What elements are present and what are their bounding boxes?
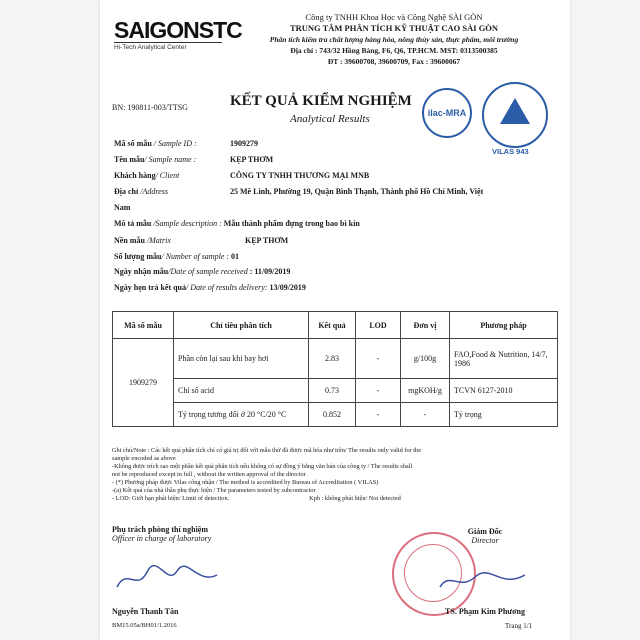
label-en: /Address: [138, 187, 168, 196]
col-header: LOD: [356, 312, 401, 339]
label-vn: Mô tả mẫu: [114, 219, 152, 228]
label-vn: Số lượng mẫu: [114, 252, 162, 261]
field-received: [114, 267, 290, 276]
report-subtitle: Analytical Results: [290, 113, 370, 125]
page-number: Trang 1/1: [505, 622, 533, 630]
label-vn: Mã số mẫu: [114, 139, 152, 148]
value-address: 25 Mê Linh, Phường 19, Quận Bình Thạnh, Thành phố Hồ Chí Minh, Việt: [230, 187, 484, 196]
label-vn: Nền mẫu: [114, 236, 145, 245]
left-title-en: Officer in charge of laboratory: [112, 534, 212, 543]
table-header-row: [113, 312, 558, 339]
label-en: / Sample ID :: [151, 139, 197, 148]
cell-indicator: Tỷ trọng tương đối ở 20 °C/20 °C: [174, 403, 309, 427]
logo-name: SAIGONSTC: [114, 17, 242, 43]
report-page: [100, 0, 570, 640]
note-line: -(a) Kết quả của nhà thầu phụ thực hiện / The parameters tested by subcontractor: [112, 487, 316, 494]
ilac-label: ilac-MRA: [427, 108, 467, 118]
company-line-1: Công ty TNHH Khoa Học và Công Nghệ SÀI GÒN: [305, 12, 483, 22]
signature-right: [430, 527, 540, 616]
field-address: [114, 187, 168, 196]
address-cont: Nam: [114, 203, 131, 212]
value-address-cont: [114, 203, 130, 212]
triangle-icon: [500, 98, 530, 124]
col-header: Chỉ tiêu phân tích: [174, 312, 309, 339]
cell-indicator: Chỉ số acid: [174, 379, 309, 403]
results-table: [112, 311, 558, 427]
label-vn: Khách hàng: [114, 171, 156, 180]
col-header: Kết quả: [309, 312, 356, 339]
label-vn: Ngày hẹn trả kết quả: [114, 283, 187, 292]
note-lod: - LOD: Giới hạn phát hiện/ Limit of detection.: [112, 495, 230, 502]
note-line: sample encoded as above: [112, 455, 176, 462]
value-sample-id: 1909279: [230, 139, 258, 148]
report-number: BN: 190811-003/TTSG: [112, 103, 188, 112]
field-description: [114, 219, 360, 228]
label-en: /Matrix: [144, 236, 171, 245]
label-vn: Ngày nhận mẫu: [114, 267, 169, 276]
cell-lod: -: [356, 403, 401, 427]
form-code: BM15.05a/BH01/1.2016: [112, 622, 177, 629]
note-kph: Kph : không phát hiện/ Not detected: [309, 495, 401, 502]
table-row: [113, 403, 558, 427]
left-title: Phụ trách phòng thí nghiệm: [112, 525, 209, 534]
signature-scribble-right: [430, 559, 540, 599]
field-delivery: [114, 283, 306, 292]
col-header: Đơn vị: [401, 312, 450, 339]
table-row: [113, 379, 558, 403]
company-header: [228, 12, 560, 67]
value-matrix: KẸP THƠM: [245, 236, 289, 245]
cell-indicator: Phần còn lại sau khi bay hơi: [174, 339, 309, 379]
note-line: not be reproduced except in full , without the written approval of the director: [112, 471, 306, 478]
cell-method: FAO,Food & Nutrition, 14/7, 1986: [450, 339, 558, 379]
label-en: /Sample description :: [151, 219, 222, 228]
note-line: [112, 495, 562, 503]
signature-scribble-left: [112, 557, 222, 597]
company-address: Địa chỉ : 743/32 Hồng Bàng, F6, Q6, TP.HCM. MST: 0313500385: [290, 46, 498, 55]
notes-block: [112, 447, 562, 503]
cell-result: 2.83: [309, 339, 356, 379]
value-received: : 11/09/2019: [249, 267, 291, 276]
ilac-mra-logo: [422, 88, 472, 138]
field-number: [114, 252, 239, 261]
label-en: / Number of sample :: [161, 252, 230, 261]
right-title-en: Director: [471, 536, 499, 545]
company-line-2: TRUNG TÂM PHÂN TÍCH KỸ THUẬT CAO SÀI GÒN: [289, 23, 499, 33]
vilas-accreditation-icon: [482, 82, 548, 148]
table-row: [113, 339, 558, 379]
cell-result: 0.852: [309, 403, 356, 427]
cell-method: TCVN 6127-2010: [450, 379, 558, 403]
value-client: CÔNG TY TNHH THƯƠNG MẠI MNB: [230, 171, 370, 180]
note-line: Ghi chú/Note : Các kết quả phân tích chỉ có giá trị đối với mẫu thử đã được mã hóa như trên/ The results only valid for the: [112, 447, 421, 454]
cell-unit: -: [401, 403, 450, 427]
left-name: Nguyễn Thanh Tân: [112, 607, 179, 616]
col-header: Mã số mẫu: [113, 312, 174, 339]
note-line: - (*) Phương pháp được Vilas công nhận / The method is accredited by Bureau of Accreditation ( VILAS): [112, 479, 379, 486]
label-vn: Địa chỉ: [114, 187, 139, 196]
value-number: 01: [231, 252, 240, 261]
cell-unit: mgKOH/g: [401, 379, 450, 403]
cell-lod: -: [356, 379, 401, 403]
company-logo: [114, 17, 242, 51]
logo-subtitle: Hi-Tech Analytical Center: [114, 42, 222, 51]
right-title: Giám Đốc: [467, 527, 503, 536]
label-en: / Sample name :: [144, 155, 197, 164]
cell-method: Tỷ trọng: [450, 403, 558, 427]
cell-result: 0.73: [309, 379, 356, 403]
label-en: / Client: [155, 171, 180, 180]
company-line-3: Phân tích kiểm tra chất lượng hàng hóa, nông thủy sản, thực phẩm, môi trường: [269, 35, 519, 44]
label-en: / Date of results delivery:: [186, 283, 268, 292]
value-delivery: 13/09/2019: [269, 283, 306, 292]
field-sample-name: [114, 155, 196, 164]
label-vn: Tên mẫu: [114, 155, 145, 164]
cell-sample-code: 1909279: [113, 339, 174, 427]
note-line: -Không được trích sao một phần kết quả phân tích nếu không có sự đồng ý bằng văn bản của công ty / The results shall: [112, 463, 413, 470]
field-client: [114, 171, 179, 180]
signature-left: [112, 525, 222, 616]
cell-unit: g/100g: [401, 339, 450, 379]
right-name: TS. Phạm Kim Phương: [445, 607, 525, 616]
value-description: Mẫu thành phẩm đựng trong bao bì kín: [223, 219, 360, 228]
col-header: Phương pháp: [450, 312, 558, 339]
field-sample-id: [114, 139, 197, 148]
field-matrix: [114, 236, 171, 245]
cell-lod: -: [356, 339, 401, 379]
report-title: KẾT QUẢ KIỂM NGHIỆM: [230, 93, 412, 109]
vilas-label: VILAS 943: [492, 147, 529, 156]
value-sample-name: KẸP THƠM: [230, 155, 274, 164]
label-en: /Date of sample received: [168, 267, 248, 276]
company-phone: ĐT : 39600708, 39600709, Fax : 39600067: [327, 57, 461, 66]
